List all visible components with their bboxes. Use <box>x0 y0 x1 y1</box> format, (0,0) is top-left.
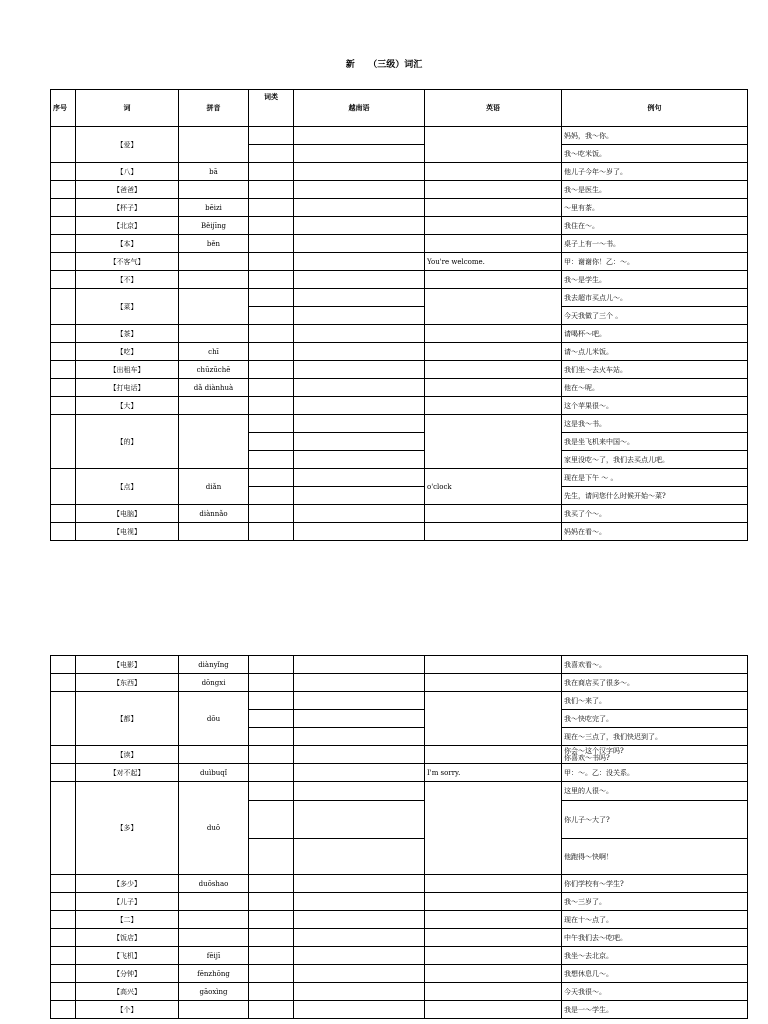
cell-word: 【儿子】 <box>76 893 179 911</box>
cell-pinyin: běn <box>179 235 249 253</box>
cell-vietnamese <box>294 127 425 145</box>
cell-pos <box>249 127 294 145</box>
cell-english <box>425 875 562 893</box>
cell-vietnamese <box>294 469 425 487</box>
cell-pinyin <box>179 181 249 199</box>
cell-example: 我～快吃完了。 <box>562 710 748 728</box>
cell-word: 【爸爸】 <box>76 181 179 199</box>
cell-english: I'm sorry. <box>425 764 562 782</box>
cell-vietnamese <box>294 217 425 235</box>
table-row <box>51 523 748 541</box>
cell-pinyin <box>179 1001 249 1019</box>
table-row <box>51 361 748 379</box>
cell-pinyin <box>179 523 249 541</box>
table-row <box>51 199 748 217</box>
cell-index <box>51 505 76 523</box>
cell-pinyin: duìbuqǐ <box>179 764 249 782</box>
cell-example: 他儿子今年～岁了。 <box>562 163 748 181</box>
cell-pos <box>249 415 294 433</box>
header-pos: 词类 <box>249 90 294 127</box>
table-row <box>51 1001 748 1019</box>
cell-pinyin <box>179 289 249 325</box>
cell-pos <box>249 217 294 235</box>
cell-word: 【爱】 <box>76 127 179 163</box>
cell-word: 【八】 <box>76 163 179 181</box>
cell-pinyin <box>179 271 249 289</box>
cell-pinyin <box>179 397 249 415</box>
cell-index <box>51 929 76 947</box>
cell-index <box>51 893 76 911</box>
cell-pinyin: diǎn <box>179 469 249 505</box>
cell-index <box>51 235 76 253</box>
cell-word: 【不】 <box>76 271 179 289</box>
cell-pos <box>249 674 294 692</box>
cell-vietnamese <box>294 746 425 764</box>
cell-example: 今天我很～。 <box>562 983 748 1001</box>
cell-example: 你儿子～大了? <box>562 801 748 839</box>
cell-vietnamese <box>294 163 425 181</box>
cell-english <box>425 325 562 343</box>
cell-vietnamese <box>294 764 425 782</box>
cell-word: 【东西】 <box>76 674 179 692</box>
cell-vietnamese <box>294 893 425 911</box>
cell-example: 甲：～。乙：没关系。 <box>562 764 748 782</box>
cell-index <box>51 983 76 1001</box>
cell-word: 【北京】 <box>76 217 179 235</box>
cell-example: ～里有茶。 <box>562 199 748 217</box>
cell-index <box>51 343 76 361</box>
cell-word: 【个】 <box>76 1001 179 1019</box>
table-row <box>51 253 748 271</box>
cell-english <box>425 983 562 1001</box>
cell-vietnamese <box>294 983 425 1001</box>
cell-example: 他在～呢。 <box>562 379 748 397</box>
cell-index <box>51 289 76 325</box>
cell-example: 现在是下午 ～ 。 <box>562 469 748 487</box>
cell-pos <box>249 451 294 469</box>
cell-pos <box>249 929 294 947</box>
cell-example: 我坐～去北京。 <box>562 947 748 965</box>
cell-word: 【吃】 <box>76 343 179 361</box>
cell-pos <box>249 163 294 181</box>
cell-pos <box>249 746 294 764</box>
cell-english <box>425 235 562 253</box>
cell-vietnamese <box>294 271 425 289</box>
cell-pos <box>249 379 294 397</box>
cell-index <box>51 325 76 343</box>
cell-pinyin <box>179 415 249 469</box>
cell-pinyin: duōshao <box>179 875 249 893</box>
table-row <box>51 415 748 433</box>
cell-vietnamese <box>294 433 425 451</box>
cell-example: 现在～三点了，我们快迟到了。 <box>562 728 748 746</box>
cell-english <box>425 397 562 415</box>
cell-vietnamese <box>294 199 425 217</box>
cell-index <box>51 271 76 289</box>
cell-word: 【电视】 <box>76 523 179 541</box>
table-row <box>51 271 748 289</box>
cell-english <box>425 271 562 289</box>
cell-vietnamese <box>294 692 425 710</box>
cell-english <box>425 163 562 181</box>
cell-index <box>51 397 76 415</box>
cell-pinyin: bā <box>179 163 249 181</box>
cell-english <box>425 217 562 235</box>
cell-pinyin: diànyǐng <box>179 656 249 674</box>
cell-pos <box>249 710 294 728</box>
cell-vietnamese <box>294 656 425 674</box>
cell-example: 先生，请问您什么时候开始～菜? <box>562 487 748 505</box>
cell-word: 【杯子】 <box>76 199 179 217</box>
cell-vietnamese <box>294 235 425 253</box>
table-row <box>51 289 748 307</box>
cell-pos <box>249 145 294 163</box>
cell-word: 【都】 <box>76 692 179 746</box>
cell-example: 我住在～。 <box>562 217 748 235</box>
cell-example: 我是一～学生。 <box>562 1001 748 1019</box>
cell-pos <box>249 469 294 487</box>
cell-word: 【对不起】 <box>76 764 179 782</box>
cell-word: 【电脑】 <box>76 505 179 523</box>
cell-pinyin: dōngxi <box>179 674 249 692</box>
cell-english <box>425 692 562 746</box>
cell-index <box>51 361 76 379</box>
cell-pinyin: diànnǎo <box>179 505 249 523</box>
cell-vietnamese <box>294 397 425 415</box>
cell-vietnamese <box>294 782 425 801</box>
cell-pos <box>249 947 294 965</box>
cell-example: 我在商店买了很多～。 <box>562 674 748 692</box>
cell-pos <box>249 253 294 271</box>
table-row <box>51 983 748 1001</box>
cell-pos <box>249 764 294 782</box>
header-index: 序号 <box>51 90 76 127</box>
cell-vietnamese <box>294 415 425 433</box>
cell-pos <box>249 801 294 839</box>
cell-vietnamese <box>294 379 425 397</box>
table-row <box>51 217 748 235</box>
cell-index <box>51 911 76 929</box>
cell-english <box>425 893 562 911</box>
cell-pos <box>249 911 294 929</box>
cell-english: o'clock <box>425 469 562 505</box>
cell-pos <box>249 325 294 343</box>
cell-pinyin: Běijīng <box>179 217 249 235</box>
table-row <box>51 782 748 801</box>
table-row <box>51 947 748 965</box>
cell-english <box>425 505 562 523</box>
cell-pos <box>249 875 294 893</box>
cell-english <box>425 656 562 674</box>
cell-example: 你会～这个汉字吗? 你喜欢～书吗? <box>562 746 748 764</box>
cell-vietnamese <box>294 929 425 947</box>
cell-word: 【电影】 <box>76 656 179 674</box>
header-pinyin: 拼音 <box>179 90 249 127</box>
cell-pos <box>249 893 294 911</box>
cell-example: 我喜欢看～。 <box>562 656 748 674</box>
cell-pinyin <box>179 253 249 271</box>
cell-index <box>51 199 76 217</box>
cell-pinyin: fēnzhōng <box>179 965 249 983</box>
cell-example: 我们坐～去火车站。 <box>562 361 748 379</box>
cell-pos <box>249 433 294 451</box>
cell-example: 桌子上有一～书。 <box>562 235 748 253</box>
table-row <box>51 235 748 253</box>
cell-pinyin <box>179 929 249 947</box>
cell-vietnamese <box>294 710 425 728</box>
cell-vietnamese <box>294 911 425 929</box>
cell-example: 家里没吃～了，我们去买点儿吧。 <box>562 451 748 469</box>
cell-index <box>51 764 76 782</box>
cell-index <box>51 746 76 764</box>
table-row <box>51 893 748 911</box>
cell-pos <box>249 271 294 289</box>
cell-vietnamese <box>294 487 425 505</box>
cell-word: 【打电话】 <box>76 379 179 397</box>
cell-vietnamese <box>294 728 425 746</box>
cell-pos <box>249 361 294 379</box>
cell-english <box>425 965 562 983</box>
cell-english <box>425 199 562 217</box>
cell-example: 我想休息几～。 <box>562 965 748 983</box>
cell-index <box>51 692 76 746</box>
table-row <box>51 875 748 893</box>
cell-vietnamese <box>294 451 425 469</box>
cell-example: 今天我做了三个 。 <box>562 307 748 325</box>
cell-word: 【茶】 <box>76 325 179 343</box>
table-row <box>51 965 748 983</box>
cell-pos <box>249 181 294 199</box>
cell-pos <box>249 343 294 361</box>
cell-vietnamese <box>294 325 425 343</box>
cell-pos <box>249 728 294 746</box>
table-row <box>51 656 748 674</box>
table-row <box>51 325 748 343</box>
cell-example: 这个苹果很～。 <box>562 397 748 415</box>
cell-example: 请喝杯～吧。 <box>562 325 748 343</box>
cell-word: 【的】 <box>76 415 179 469</box>
cell-index <box>51 782 76 875</box>
cell-pos <box>249 1001 294 1019</box>
cell-word: 【二】 <box>76 911 179 929</box>
cell-example: 这里的人很～。 <box>562 782 748 801</box>
cell-pinyin: chūzūchē <box>179 361 249 379</box>
cell-pinyin <box>179 911 249 929</box>
cell-vietnamese <box>294 1001 425 1019</box>
cell-vietnamese <box>294 947 425 965</box>
cell-index <box>51 656 76 674</box>
cell-index <box>51 181 76 199</box>
header-example: 例句 <box>562 90 748 127</box>
cell-example: 中午我们去～吃吧。 <box>562 929 748 947</box>
table-row <box>51 163 748 181</box>
table-row <box>51 764 748 782</box>
cell-word: 【本】 <box>76 235 179 253</box>
cell-pinyin: bēizi <box>179 199 249 217</box>
cell-example: 我买了个～。 <box>562 505 748 523</box>
cell-pos <box>249 289 294 307</box>
cell-pinyin: dǎ diànhuà <box>179 379 249 397</box>
cell-pos <box>249 487 294 505</box>
cell-word: 【多】 <box>76 782 179 875</box>
cell-english <box>425 911 562 929</box>
cell-word: 【飞机】 <box>76 947 179 965</box>
table-row <box>51 692 748 710</box>
cell-example: 他跑得～快啊！ <box>562 839 748 875</box>
cell-index <box>51 523 76 541</box>
cell-vietnamese <box>294 505 425 523</box>
cell-vietnamese <box>294 965 425 983</box>
cell-example: 妈妈在看～。 <box>562 523 748 541</box>
cell-index <box>51 1001 76 1019</box>
cell-index <box>51 965 76 983</box>
cell-word: 【饭店】 <box>76 929 179 947</box>
cell-english <box>425 929 562 947</box>
cell-pos <box>249 965 294 983</box>
cell-example: 我去超市买点儿～。 <box>562 289 748 307</box>
vocab-table-1 <box>50 89 748 541</box>
cell-pinyin <box>179 127 249 163</box>
cell-pos <box>249 692 294 710</box>
cell-example: 我～三岁了。 <box>562 893 748 911</box>
cell-pinyin <box>179 325 249 343</box>
cell-index <box>51 253 76 271</box>
cell-english <box>425 343 562 361</box>
cell-word: 【大】 <box>76 397 179 415</box>
cell-example: 你们学校有～学生? <box>562 875 748 893</box>
page-title: 新 （三级）词汇 <box>345 60 423 70</box>
cell-pos <box>249 199 294 217</box>
header-english: 英语 <box>425 90 562 127</box>
cell-example: 我是坐飞机来中国～。 <box>562 433 748 451</box>
cell-index <box>51 217 76 235</box>
cell-english: You're welcome. <box>425 253 562 271</box>
cell-vietnamese <box>294 307 425 325</box>
cell-pos <box>249 782 294 801</box>
cell-vietnamese <box>294 361 425 379</box>
cell-index <box>51 674 76 692</box>
cell-english <box>425 674 562 692</box>
cell-word: 【多少】 <box>76 875 179 893</box>
cell-pos <box>249 505 294 523</box>
cell-english <box>425 746 562 764</box>
cell-pinyin: duō <box>179 782 249 875</box>
cell-vietnamese <box>294 875 425 893</box>
cell-pos <box>249 983 294 1001</box>
cell-english <box>425 361 562 379</box>
table-row <box>51 343 748 361</box>
header-vietnamese: 越南语 <box>294 90 425 127</box>
cell-english <box>425 523 562 541</box>
cell-index <box>51 415 76 469</box>
cell-pinyin: gāoxìng <box>179 983 249 1001</box>
table-row <box>51 746 748 764</box>
cell-vietnamese <box>294 343 425 361</box>
cell-example: 妈妈，我～你。 <box>562 127 748 145</box>
table-header-row <box>51 90 748 127</box>
cell-english <box>425 415 562 469</box>
table-row <box>51 911 748 929</box>
cell-english <box>425 1001 562 1019</box>
cell-vietnamese <box>294 253 425 271</box>
cell-pos <box>249 235 294 253</box>
cell-pos <box>249 656 294 674</box>
cell-vietnamese <box>294 145 425 163</box>
cell-english <box>425 289 562 325</box>
cell-word: 【点】 <box>76 469 179 505</box>
cell-vietnamese <box>294 523 425 541</box>
table-row <box>51 127 748 145</box>
cell-word: 【读】 <box>76 746 179 764</box>
cell-word: 【菜】 <box>76 289 179 325</box>
table-row <box>51 379 748 397</box>
cell-index <box>51 947 76 965</box>
cell-example: 我们～来了。 <box>562 692 748 710</box>
table-row <box>51 505 748 523</box>
cell-pinyin: fēijī <box>179 947 249 965</box>
cell-english <box>425 782 562 875</box>
cell-word: 【分钟】 <box>76 965 179 983</box>
cell-pos <box>249 839 294 875</box>
cell-example: 我～是学生。 <box>562 271 748 289</box>
cell-english <box>425 379 562 397</box>
cell-example: 现在十～点了。 <box>562 911 748 929</box>
cell-english <box>425 181 562 199</box>
cell-index <box>51 127 76 163</box>
cell-pinyin <box>179 893 249 911</box>
cell-vietnamese <box>294 801 425 839</box>
cell-pinyin <box>179 746 249 764</box>
cell-vietnamese <box>294 289 425 307</box>
cell-pos <box>249 397 294 415</box>
cell-pinyin: chī <box>179 343 249 361</box>
cell-pos <box>249 523 294 541</box>
cell-example: 甲：谢谢你！乙：～。 <box>562 253 748 271</box>
cell-example: 我～是医生。 <box>562 181 748 199</box>
vocab-table-2 <box>50 655 748 1019</box>
table-row <box>51 181 748 199</box>
cell-word: 【高兴】 <box>76 983 179 1001</box>
cell-index <box>51 379 76 397</box>
cell-vietnamese <box>294 181 425 199</box>
cell-pos <box>249 307 294 325</box>
cell-english <box>425 127 562 163</box>
table-row <box>51 674 748 692</box>
cell-pinyin: dōu <box>179 692 249 746</box>
table-row <box>51 469 748 487</box>
cell-example: 这是我～书。 <box>562 415 748 433</box>
cell-example: 请～点儿米饭。 <box>562 343 748 361</box>
cell-word: 【不客气】 <box>76 253 179 271</box>
header-word: 词 <box>76 90 179 127</box>
table-row <box>51 929 748 947</box>
cell-vietnamese <box>294 839 425 875</box>
cell-index <box>51 163 76 181</box>
cell-vietnamese <box>294 674 425 692</box>
cell-index <box>51 875 76 893</box>
cell-example: 我～吃米饭。 <box>562 145 748 163</box>
cell-english <box>425 947 562 965</box>
table-row <box>51 397 748 415</box>
cell-word: 【出租车】 <box>76 361 179 379</box>
cell-index <box>51 469 76 505</box>
